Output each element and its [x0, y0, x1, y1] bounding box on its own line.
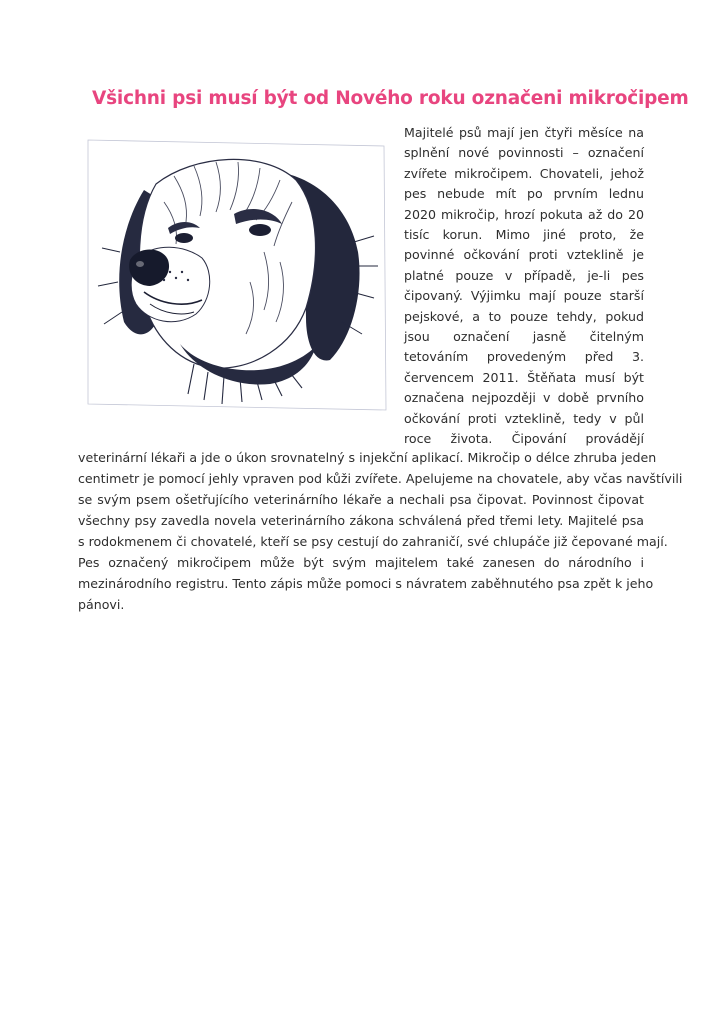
article-full-line: Pes označený mikročipem může být svým majitelem také zanesen do národního i [78, 555, 644, 570]
article-full-line: centimetr je pomocí jehly vpraven pod kůži zvířete. Apelujeme na chovatele, aby včas navštívili [78, 471, 683, 486]
article-full-line: se svým psem ošetřujícího veterinárního lékaře a nechali psa čipovat. Povinnost čipovat [78, 492, 644, 507]
dog-illustration [84, 132, 390, 414]
article-column-line: 2020 mikročip, hrozí pokuta až do 20 [404, 206, 644, 222]
article-column-line: platné pouze v případě, je-li pes [404, 267, 644, 283]
article-full-line: mezinárodního registru. Tento zápis může pomoci s návratem zaběhnutého psa zpět k jeho [78, 576, 654, 591]
article-column-line: tetováním provedeným před 3. [404, 349, 644, 365]
article-column-line: povinné očkování proti vzteklině je [404, 247, 644, 263]
article-full-line: s rodokmenem či chovatelé, kteří se psy cestují do zahraničí, své chlupáče již čepované mají. [78, 534, 668, 549]
article-column-line: pes nebude mít po prvním lednu [404, 186, 644, 202]
article-column-line: označena nejpozději v době prvního [404, 390, 644, 406]
article-column-line: zvířete mikročipem. Chovateli, jehož [404, 165, 644, 181]
dog-head-illustration-icon [84, 132, 390, 414]
article-column-line: tisíc korun. Mimo jiné proto, že [404, 227, 644, 242]
article-column-line: roce života. Čipování provádějí [404, 431, 644, 446]
article-column-line: červencem 2011. Štěňata musí být [404, 369, 644, 385]
article-column-line: pejskové, a to pouze tehdy, pokud [404, 308, 644, 324]
article-column-line: splnění nové povinnosti – označení [404, 145, 644, 161]
article-full-line: pánovi. [78, 597, 125, 612]
article-full-line: všechny psy zavedla novela veterinárního zákona schválená před třemi lety. Majitelé psa [78, 513, 644, 528]
article-title: Všichni psi musí být od Nového roku označeni mikročipem [92, 88, 689, 109]
article-column-line: jsou označení jasně čitelným [404, 329, 644, 344]
article-column-line: očkování proti vzteklině, tedy v půl [404, 410, 644, 426]
article-column-line: čipovaný. Výjimku mají pouze starší [404, 288, 644, 304]
article-full-line: veterinární lékaři a jde o úkon srovnatelný s injekční aplikací. Mikročip o délce zhruba jeden [78, 450, 657, 465]
article-column-line: Majitelé psů mají jen čtyři měsíce na [404, 125, 644, 140]
